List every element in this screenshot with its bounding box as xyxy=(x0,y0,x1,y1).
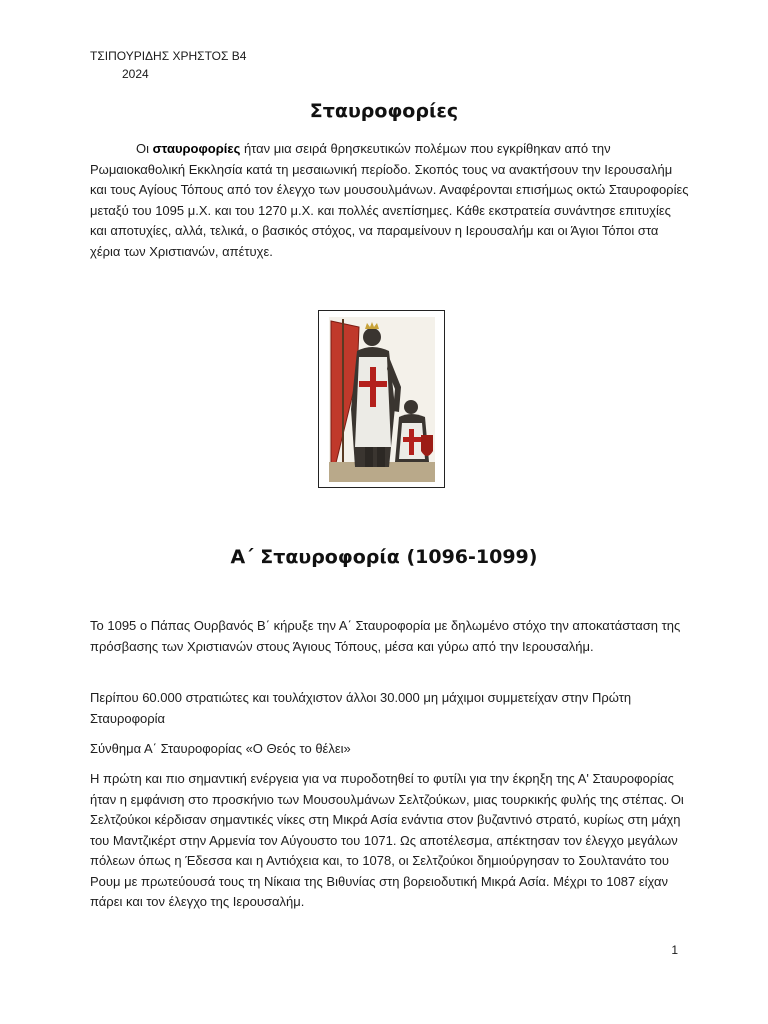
crusader-image-frame xyxy=(318,310,445,488)
document-header xyxy=(90,47,246,83)
section-paragraph: Περίπου 60.000 στρατιώτες και τουλάχιστον άλλοι 30.000 μη μάχιμοι συμμετείχαν στην Πρώτη Σταυροφορία xyxy=(90,690,632,726)
intro-bold-term: σταυροφορίες xyxy=(152,141,241,156)
intro-prefix: Οι xyxy=(136,141,153,156)
section-paragraph: Το 1095 ο Πάπας Ουρβανός Β΄ κήρυξε την Α΄ Σταυροφορία με δηλωμένο στόχο την αποκατάσταση της πρόσβασης των Χριστιανών στους Άγιους Τόπους, μέσα και γύρω από την Ιερουσαλήμ. xyxy=(90,618,681,654)
motto-paragraph: Σύνθημα Α΄ Σταυροφορίας «Ο Θεός το θέλει» xyxy=(90,741,351,756)
intro-paragraph xyxy=(90,139,690,262)
section-paragraph: Η πρώτη και πιο σημαντική ενέργεια για να πυροδοτηθεί το φυτίλι για την έκρηξη της Α' Σταυροφορίας ήταν η εμφάνιση στο προσκήνιο των Μουσουλμάνων Σελτζούκων, μιας τουρκικής φυλής της στέπας. Οι Σελτζούκοι κέρδισαν σημαντικές νίκες στη Μικρά Ασία ενάντια στον βυζαντινό στρατό, κυρίως στη μάχη του Μαντζικέρτ στην Αρμενία τον Αύγουστο του 1071. Ως αποτέλεσμα, απέκτησαν τον έλεγχο μεγάλων πόλεων όπως η Έδεσσα και η Αντιόχεια και, το 1078, οι Σελτζούκοι δημιούργησαν το Σουλτανάτο του Ρουμ με πρωτεύουσά τους τη Νίκαια της Βιθυνίας στη βορειοδυτική Μικρά Ασία. Μέχρι το 1087 είχαν πάρει και τον έλεγχο της Ιερουσαλήμ. xyxy=(90,771,684,909)
year-line: 2024 xyxy=(122,67,149,81)
crusader-knights-illustration xyxy=(329,317,435,482)
section-title: Α΄ Σταυροφορία (1096-1099) xyxy=(230,546,538,568)
document-title: Σταυροφορίες xyxy=(309,100,459,122)
intro-text: ήταν μια σειρά θρησκευτικών πολέμων που εγκρίθηκαν από την Ρωμαιοκαθολική Εκκλησία κατά τη μεσαιωνική περίοδο. Σκοπός τους να ανακτήσουν την Ιερουσαλήμ και τους Αγίους Τόπους από τον έλεγχο των μουσουλμάνων. Αναφέρονται επισήμως οκτώ Σταυροφορίες μεταξύ του 1095 μ.Χ. και του 1270 μ.Χ. και πολλές ανεπίσημες. Κάθε εκστρατεία συνάντησε επιτυχίες και αποτυχίες, αλλά, τελικά, ο βασικός στόχος, να παραμείνουν η Ιερουσαλήμ και οι Άγιοι Τόποι στα χέρια των Χριστιανών, απέτυχε. xyxy=(90,141,689,259)
author-line: ΤΣΙΠΟΥΡΙΔΗΣ ΧΡΗΣΤΟΣ Β4 xyxy=(90,49,247,63)
page-number: 1 xyxy=(671,943,678,957)
